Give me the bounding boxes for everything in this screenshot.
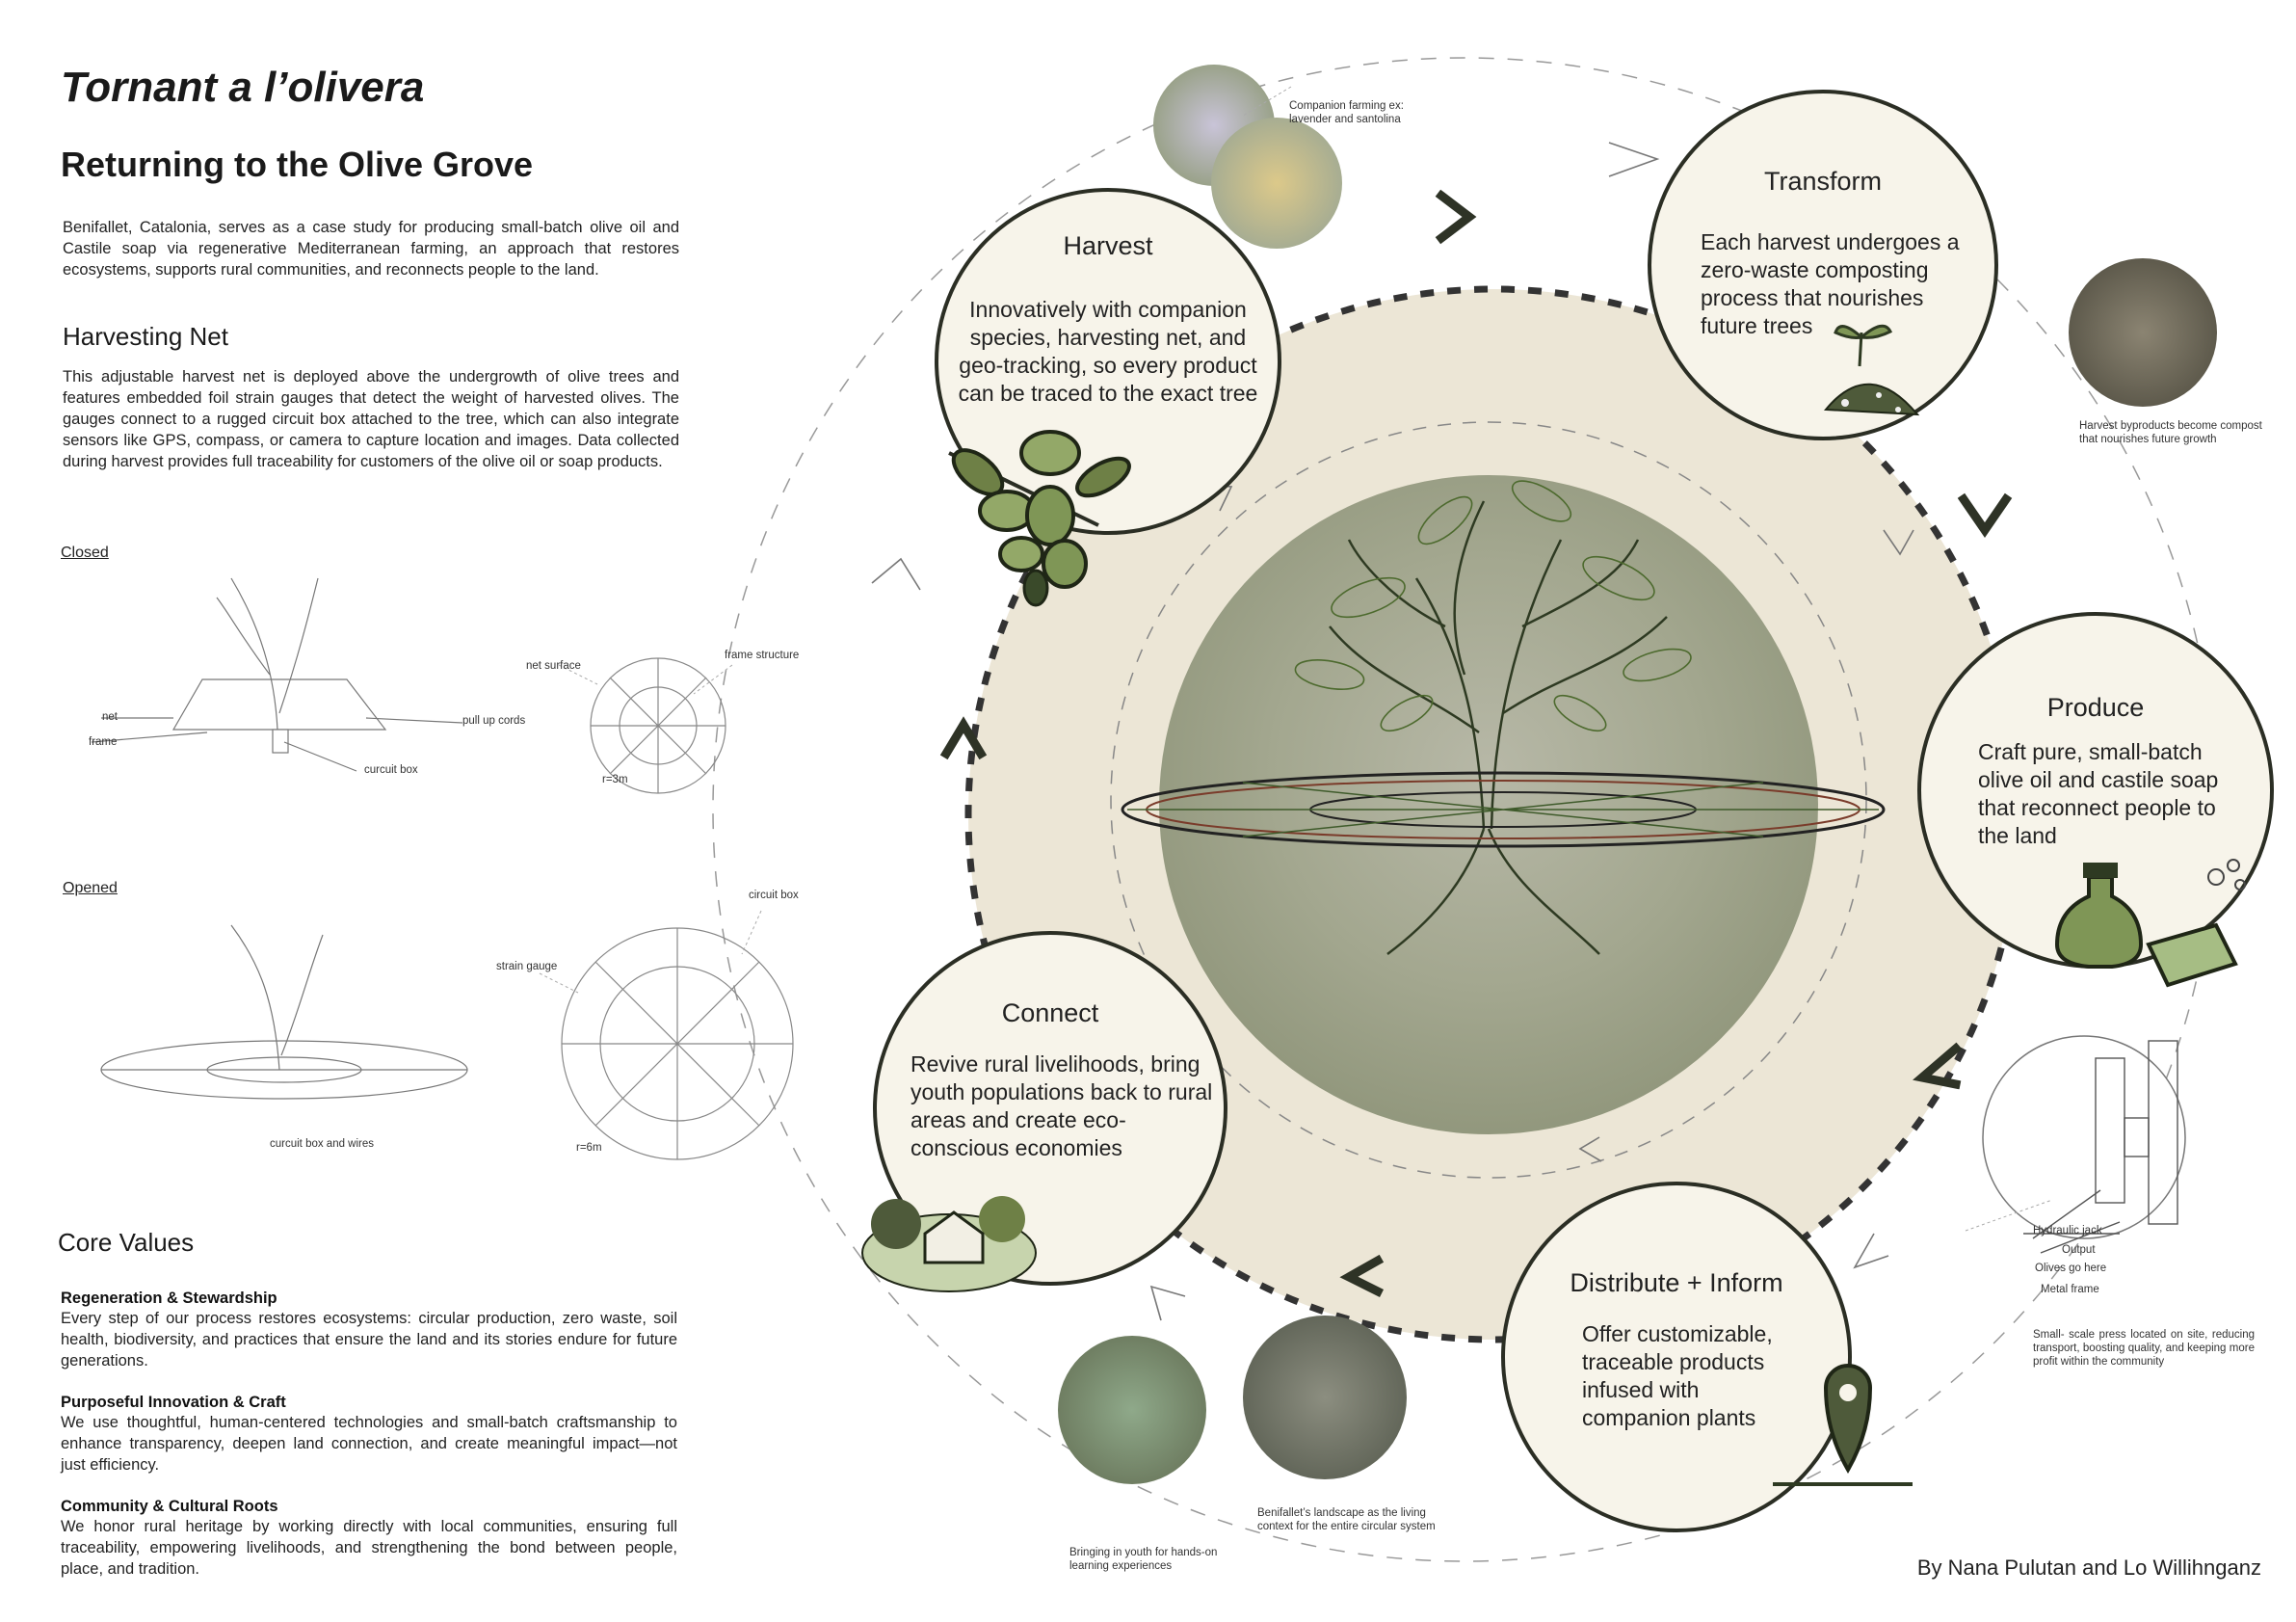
compost-photo — [2069, 258, 2217, 407]
core-value-text: We honor rural heritage by working directly with local communities, ensuring full traceability, empowering livelihoods, and strengthening the bond between people, place, and tradition. — [61, 1518, 677, 1578]
press-drawing-circle — [1983, 1036, 2185, 1238]
connect-text: Revive rural livelihoods, bring youth populations back to rural areas and create eco-conscious economies — [910, 1051, 1213, 1160]
arrow-icon — [872, 559, 920, 590]
chevron-right-icon — [1964, 499, 2006, 530]
harvest-text: Innovatively with companion species, harvesting net, and geo-tracking, so every product can be traced to the exact tree — [958, 297, 1258, 406]
core-value-regeneration — [61, 1290, 677, 1371]
press-olives-label: Olives go here — [2035, 1263, 2107, 1274]
radius-opened-label: r=6m — [576, 1142, 602, 1154]
credits: By Nana Pulutan and Lo Willihnganz — [1916, 1556, 2261, 1580]
press-hydraulic-jack-label: Hydraulic jack — [2033, 1225, 2102, 1236]
youth-caption: Bringing in youth for hands-on learning experiences — [1069, 1547, 1218, 1572]
closed-label: Closed — [61, 545, 109, 561]
frame-structure-label: frame structure — [725, 650, 800, 661]
net-opened-top-drawing — [562, 928, 793, 1159]
transform-title: Transform — [1763, 167, 1882, 196]
frame-label: frame — [89, 736, 118, 748]
santolina-photo — [1211, 118, 1342, 249]
compost-caption: Harvest byproducts become compost that nourishes future growth — [2079, 420, 2262, 445]
landscape-caption: Benifallet’s landscape as the living context for the entire circular system — [1257, 1507, 1436, 1532]
distribute-title: Distribute + Inform — [1570, 1268, 1783, 1297]
intro-paragraph: Benifallet, Catalonia, serves as a case study for producing small-batch olive oil and Castile soap via regenerative Mediterranean farming, an approach that restores ecosystems, supports rural communities, and reconnects people to the land. — [63, 219, 679, 279]
connect-title: Connect — [1001, 998, 1099, 1027]
net-opened-side-drawing — [101, 925, 467, 1099]
radius-closed-label: r=3m — [602, 774, 628, 785]
harvesting-net-heading: Harvesting Net — [63, 322, 228, 351]
youth-photo — [1058, 1336, 1206, 1484]
press-caption: Small- scale press located on site, reducing transport, boosting quality, and keeping more profit within the community — [2033, 1329, 2255, 1368]
transform-text: Each harvest undergoes a zero-waste composting process that nourishes future trees — [1701, 229, 1960, 338]
core-value-community — [61, 1498, 677, 1580]
center-olive-tree-photo — [1159, 475, 1818, 1134]
core-value-title: Purposeful Innovation & Craft — [61, 1394, 286, 1411]
pull-up-cords-label: pull up cords — [462, 715, 526, 727]
circuit-box-label: curcuit box — [364, 764, 418, 776]
core-value-text: Every step of our process restores ecosystems: circular production, zero waste, soil health, biodiversity, and practices that ensure the land and its stories endure for future generations. — [61, 1310, 677, 1369]
wires-label: curcuit box and wires — [270, 1138, 375, 1150]
title-catalan: Tornant a l’olivera — [61, 64, 425, 111]
core-values-heading: Core Values — [58, 1228, 195, 1257]
circuit-box-opened-label: circuit box — [749, 890, 799, 901]
press-output-label: Output — [2062, 1244, 2096, 1256]
net-closed-side-drawing — [92, 578, 462, 771]
arrow-icon — [1855, 1234, 1888, 1267]
companion-caption: Companion farming ex: lavender and santolina — [1289, 100, 1404, 125]
opened-label: Opened — [63, 880, 118, 896]
produce-text: Craft pure, small-batch olive oil and castile soap that reconnect people to the land — [1978, 739, 2219, 848]
net-surface-label: net surface — [526, 660, 581, 672]
arrow-icon — [1151, 1287, 1185, 1320]
net-label: net — [102, 711, 118, 723]
distribute-text: Offer customizable, traceable products infused with companion plants — [1582, 1321, 1773, 1430]
harvest-title: Harvest — [1063, 231, 1153, 260]
core-value-innovation — [61, 1394, 677, 1476]
chevron-top-icon — [1441, 196, 1469, 238]
title-english: Returning to the Olive Grove — [61, 145, 534, 184]
produce-title: Produce — [2046, 693, 2145, 722]
core-value-text: We use thoughtful, human-centered technologies and small-batch craftsmanship to enhance transparency, deepen land connection, and create meaningful impact—not just efficiency. — [61, 1414, 677, 1474]
arrow-icon — [1609, 143, 1657, 176]
core-value-title: Community & Cultural Roots — [61, 1498, 278, 1515]
press-metal-frame-label: Metal frame — [2041, 1284, 2099, 1295]
landscape-photo — [1243, 1316, 1407, 1479]
strain-gauge-label: strain gauge — [496, 961, 558, 972]
core-value-title: Regeneration & Stewardship — [61, 1290, 277, 1307]
harvesting-net-description: This adjustable harvest net is deployed above the undergrowth of olive trees and features embedded foil strain gauges that detect the weight of harvested olives. The gauges connect to a rugged circuit box attached to the tree, which can also integrate sensors like GPS, compass, or camera to capture location and images. Data collected during harvest provides full traceability for customers of the olive oil or soap products. — [63, 368, 679, 470]
